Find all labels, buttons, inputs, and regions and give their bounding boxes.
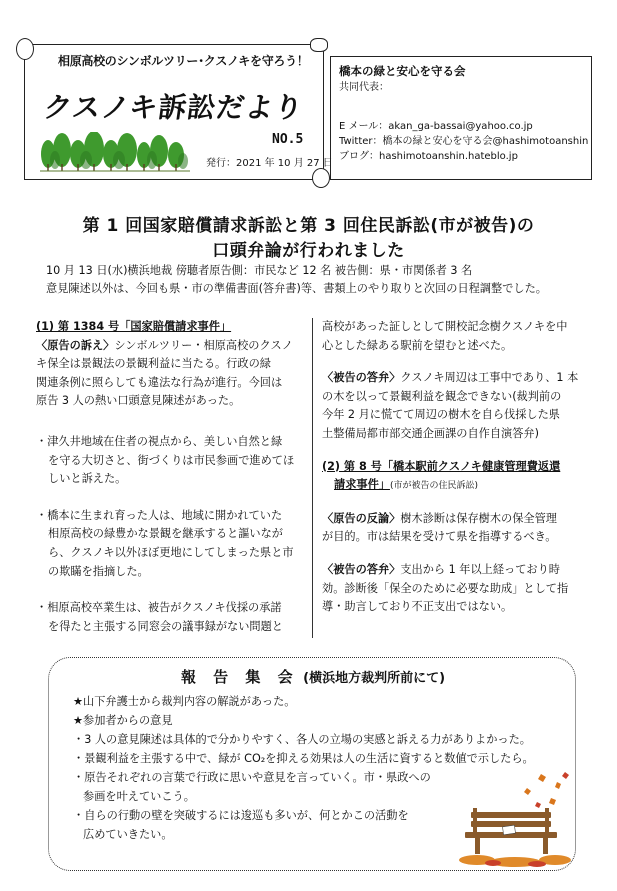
scroll-curl-bottom-right [312, 168, 330, 188]
text-line: しいと訴えた。 [48, 472, 127, 486]
text-line: ・橋本に生まれ育った人は、地域に開かれていた [36, 508, 283, 522]
text-line: 土整備局都市部交通企画課の自作自演答弁) [322, 426, 539, 440]
case-2-label: (2) 第 8 号「橋本駅前クスノキ健康管理費返還 [322, 459, 561, 473]
organization-name: 橋本の緑と安心を守る会 [339, 64, 466, 78]
issue-date: 発行：2021 年 10 月 27 日 [206, 158, 333, 169]
organization-email: E メール：akan_ga-bassai@yahoo.co.jp [339, 121, 533, 133]
text-line: 関連条例に照らしても違法な行為が進行。今回は [36, 375, 283, 389]
autumn-bench-illustration-icon [457, 768, 573, 868]
headline-line-1: 第 1 回国家賠償請求訴訟と第 3 回住民訴訟(市が被告)の [82, 216, 535, 236]
report-meeting-title [49, 666, 577, 687]
text-line: が目的。市は結果を受けて県を指導するべき。 [322, 530, 557, 544]
plaintiff-rebuttal-heading: 〈原告の反論〉 [322, 511, 401, 525]
text-line: 高校があった証しとして開校記念樹クスノキを中 [322, 320, 568, 333]
text-line: 今年 2 月に慌てて周辺の樹木を自ら伐採した県 [322, 408, 560, 422]
newsletter-subtitle: 相原高校のシンボルツリー･クスノキを守ろう！ [58, 54, 309, 68]
report-line: ・原告それぞれの言葉で行政に思いや意見を言っていく。市・県政への [73, 771, 431, 784]
report-title-sub: (横浜地方裁判所前にて) [303, 671, 446, 686]
right-column [322, 318, 590, 626]
scroll-roll-top-right [310, 38, 328, 52]
text-line: の欺瞞を指摘した。 [48, 564, 149, 578]
organization-twitter: Twitter：橋本の緑と安心を守る会@hashimotoanshin [339, 136, 589, 148]
report-meeting-box [48, 657, 576, 871]
issue-number: NO.5 [272, 132, 304, 147]
organization-blog: ブログ：hashimotoanshin.hateblo.jp [339, 151, 518, 163]
text-line: 原告 3 人の熱い口頭意見陳述があった。 [36, 394, 241, 408]
text-line: 樹木診断は保存樹木の保全管理 [400, 511, 557, 525]
text-line: 導・助言しており不正支出ではない。 [322, 600, 513, 614]
text-line: を得たと主張する同窓会の議事録がない問題と [48, 619, 283, 633]
report-line: ・景観利益を主張する中で、緑が CO₂を抑える効果は人の生活に資すると数値で示したら。 [73, 752, 534, 765]
intro-line-1: 10 月 13 日(水)横浜地裁 傍聴者原告側：市民など 12 名 被告側：県・市関係者 3 名 [46, 264, 473, 277]
text-line: キ保全は景観法の景観利益に当たる。行政の緑 [36, 357, 271, 371]
headline-line-2: 口頭弁論が行われました [212, 241, 405, 261]
text-line: ・津久井地域在住者の視点から、美しい自然と緑 [36, 434, 283, 448]
defendant-answer-heading-2: 〈被告の答弁〉 [322, 562, 401, 576]
text-line: 効。診断後「保全のために必要な助成」として指 [322, 581, 569, 595]
defendant-answer-heading: 〈被告の答弁〉 [322, 371, 401, 385]
report-line: ★参加者からの意見 [73, 714, 173, 727]
intro-line-2: 意見陳述以外は、今回も県・市の準備書面(答弁書)等、書類上のやり取りと次回の日程調整でした。 [46, 282, 547, 295]
text-line: ら、クスノキ以外ほぼ更地にしてしまった県と市 [48, 545, 294, 559]
case-2-note: (市が被告の住民訴訟) [389, 481, 478, 492]
newsletter-title: クスノキ訴訟だより [41, 91, 306, 124]
report-line: ・3 人の意見陳述は具体的で分かりやすく、各人の立場の実感と訴える力がありよかった。 [73, 733, 531, 746]
trees-illustration-icon [40, 132, 190, 172]
report-line: 広めていきたい。 [83, 828, 173, 841]
report-line: 参画を叶えていこう。 [83, 790, 195, 803]
plaintiff-claim-heading: 〈原告の訴え〉 [36, 338, 115, 352]
left-column [36, 318, 302, 645]
report-title-main: 報 告 集 会 [180, 668, 299, 686]
text-line: ・相原高校卒業生は、被告がクスノキ伐採の承諾 [36, 601, 282, 615]
text-line: を守る大切さと、街づくりは市民参画で進めてほ [48, 453, 295, 467]
text-line: の木を以って景観利益を観念できない(裁判前の [322, 389, 562, 403]
column-divider [312, 318, 313, 638]
text-line: クスノキ周辺は工事中であり、1 本 [400, 371, 579, 385]
text-line: 支出から 1 年以上経っており時 [400, 562, 560, 576]
text-line: シンボルツリー・相原高校のクスノ [114, 338, 293, 352]
text-line: 心とした緑ある駅前を望むと述べた。 [322, 338, 513, 352]
case-1-label: (1) 第 1384 号「国家賠償請求事件」 [36, 320, 232, 333]
organization-representative: 共同代表： [339, 82, 389, 94]
report-line: ★山下弁護士から裁判内容の解説があった。 [73, 695, 296, 708]
text-line: 相原高校の緑豊かな景観を継承すると謳いなが [48, 527, 283, 541]
report-line: ・自らの行動の壁を突破するには逡巡も多いが、何とかこの活動を [73, 809, 409, 822]
scroll-curl-top-left [16, 38, 34, 60]
organization-info-box [330, 56, 592, 180]
case-2-label-cont: 請求事件」 [334, 478, 390, 492]
